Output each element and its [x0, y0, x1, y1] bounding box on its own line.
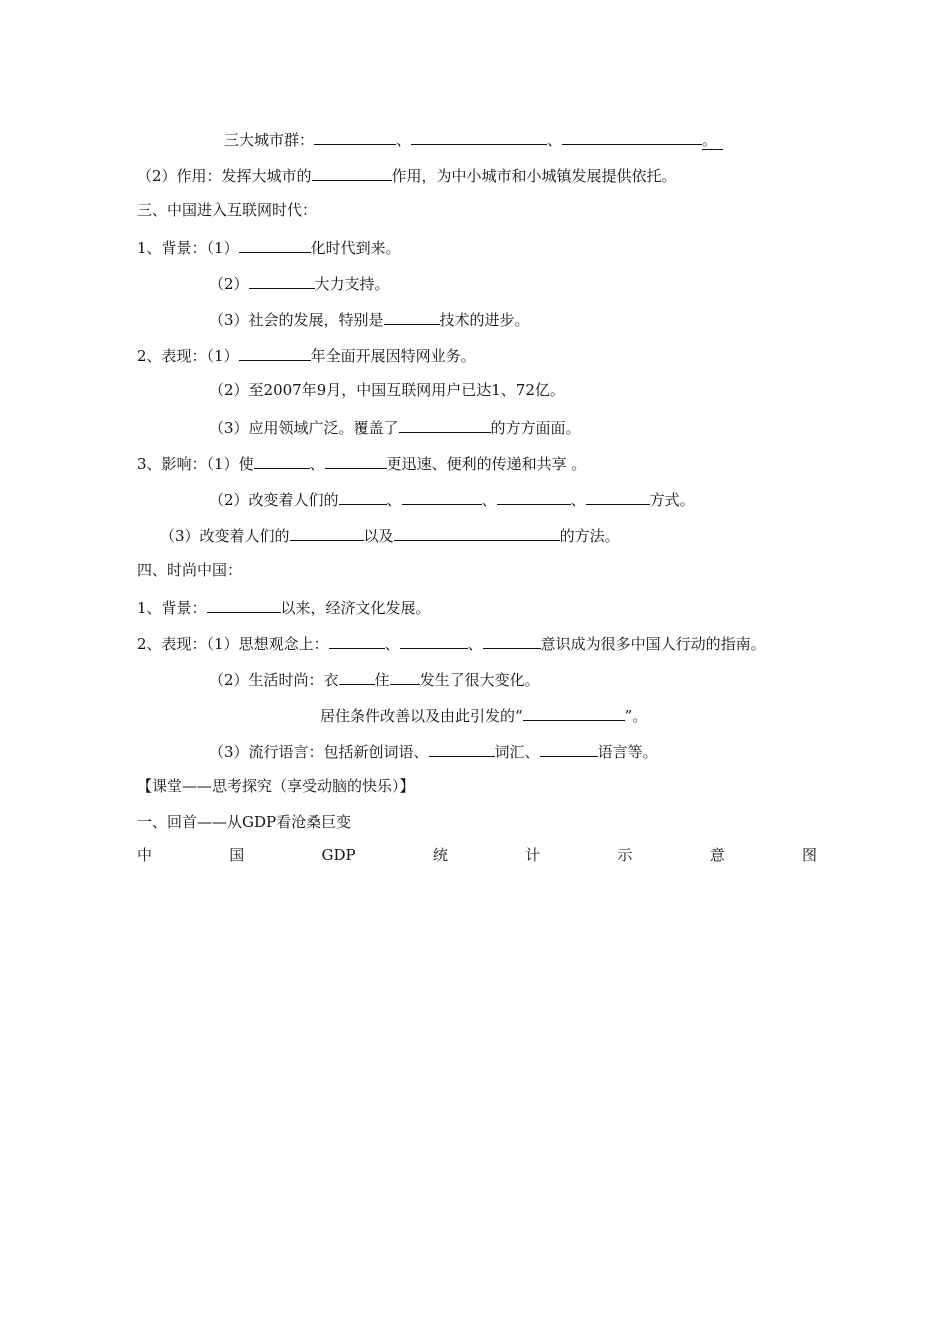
- text: 发生了很大变化。: [419, 671, 540, 689]
- internet-background-3: [209, 308, 530, 330]
- text: 、: [384, 635, 400, 653]
- text: 居住条件改善以及由此引发的“: [320, 707, 523, 725]
- fashion-performance-2b: [320, 704, 647, 726]
- blank[interactable]: [562, 128, 702, 145]
- blank[interactable]: [290, 524, 364, 541]
- section-4-heading: 四、时尚中国：: [137, 561, 243, 579]
- blank[interactable]: [207, 596, 281, 613]
- caption-char: 意: [709, 846, 725, 864]
- caption-char: 示: [617, 846, 633, 864]
- text: （2）改变着人们的: [209, 491, 339, 509]
- text: 1、背景：（1）: [137, 239, 239, 257]
- text: 技术的进步。: [439, 311, 530, 329]
- blank[interactable]: [586, 488, 650, 505]
- text: （2）作用：发挥大城市的: [137, 167, 312, 185]
- text: 化时代到来。: [310, 239, 401, 257]
- text: 、: [309, 455, 325, 473]
- caption-char: 图: [801, 846, 817, 864]
- text: 、: [481, 491, 497, 509]
- blank[interactable]: [402, 488, 482, 505]
- text: 。: [702, 131, 723, 150]
- section-3-heading: 三、中国进入互联网时代：: [137, 201, 318, 219]
- caption-char: 统: [432, 846, 448, 864]
- text: 更迅速、便利的传递和共享 。: [386, 455, 587, 473]
- text: 2、表现：（1）思想观念上：: [137, 635, 329, 653]
- text: （3）流行语言：包括新创词语、: [209, 743, 429, 761]
- blank[interactable]: [394, 524, 560, 541]
- function-line: [137, 164, 677, 186]
- text: ”。: [624, 707, 648, 725]
- text: 3、影响：（1）使: [137, 455, 254, 473]
- blank[interactable]: [540, 740, 598, 757]
- text: 、: [547, 131, 563, 149]
- internet-influence-2: [209, 488, 695, 510]
- blank[interactable]: [411, 128, 547, 145]
- fashion-performance-3: [209, 740, 658, 762]
- text: 大力支持。: [314, 275, 390, 293]
- city-clusters-line: [224, 128, 723, 150]
- blank[interactable]: [249, 272, 315, 289]
- blank[interactable]: [497, 488, 571, 505]
- blank[interactable]: [239, 344, 311, 361]
- gdp-chart-caption: [137, 845, 817, 865]
- text: 词汇、: [494, 743, 540, 761]
- text: （2）: [209, 275, 249, 293]
- text: 、: [467, 635, 483, 653]
- caption-char: GDP: [321, 846, 356, 864]
- text: 语言等。: [597, 743, 658, 761]
- text: 年全面开展因特网业务。: [310, 347, 476, 365]
- internet-influence-3: [160, 524, 620, 546]
- blank[interactable]: [339, 488, 387, 505]
- blank[interactable]: [312, 164, 392, 181]
- blank[interactable]: [390, 668, 420, 685]
- internet-performance-1: [137, 344, 476, 366]
- text: 作用，为中小城市和小城镇发展提供依托。: [391, 167, 677, 185]
- text: 、: [396, 131, 412, 149]
- blank[interactable]: [400, 632, 468, 649]
- internet-background-2: [209, 272, 390, 294]
- text: 1、背景：: [137, 599, 207, 617]
- text: （2）生活时尚：衣: [209, 671, 339, 689]
- blank[interactable]: [314, 128, 396, 145]
- internet-performance-2: （2）至2007年9月，中国互联网用户已达1、72亿。: [209, 381, 565, 399]
- internet-background-1: [137, 236, 401, 258]
- blank[interactable]: [239, 236, 311, 253]
- blank[interactable]: [339, 668, 375, 685]
- caption-char: 中: [137, 846, 153, 864]
- text: 住: [374, 671, 390, 689]
- text: 的方方面面。: [490, 419, 581, 437]
- internet-influence-1: [137, 452, 586, 474]
- text: 以及: [363, 527, 394, 545]
- classroom-heading: 【课堂——思考探究（享受动脑的快乐）】: [137, 777, 415, 795]
- blank[interactable]: [399, 416, 491, 433]
- caption-char: 国: [229, 846, 245, 864]
- text: （3）应用领域广泛。覆盖了: [209, 419, 399, 437]
- fashion-performance-1: [137, 632, 766, 654]
- text: 、: [570, 491, 586, 509]
- text: （3）社会的发展，特别是: [209, 311, 384, 329]
- text: 、: [386, 491, 402, 509]
- blank[interactable]: [483, 632, 541, 649]
- text: 的方法。: [559, 527, 620, 545]
- blank[interactable]: [429, 740, 495, 757]
- gdp-section-heading: 一、回首——从GDP看沧桑巨变: [137, 813, 352, 831]
- caption-char: 计: [525, 846, 541, 864]
- fashion-background: [137, 596, 431, 618]
- text: 方式。: [649, 491, 695, 509]
- blank[interactable]: [384, 308, 440, 325]
- text: 三大城市群：: [224, 131, 315, 149]
- blank[interactable]: [523, 704, 625, 721]
- text: 意识成为很多中国人行动的指南。: [540, 635, 766, 653]
- blank[interactable]: [329, 632, 385, 649]
- text: 以来，经济文化发展。: [280, 599, 431, 617]
- internet-performance-3: [209, 416, 581, 438]
- blank[interactable]: [325, 452, 387, 469]
- text: 2、表现：（1）: [137, 347, 239, 365]
- blank[interactable]: [254, 452, 310, 469]
- fashion-performance-2: [209, 668, 540, 690]
- text: （3）改变着人们的: [160, 527, 290, 545]
